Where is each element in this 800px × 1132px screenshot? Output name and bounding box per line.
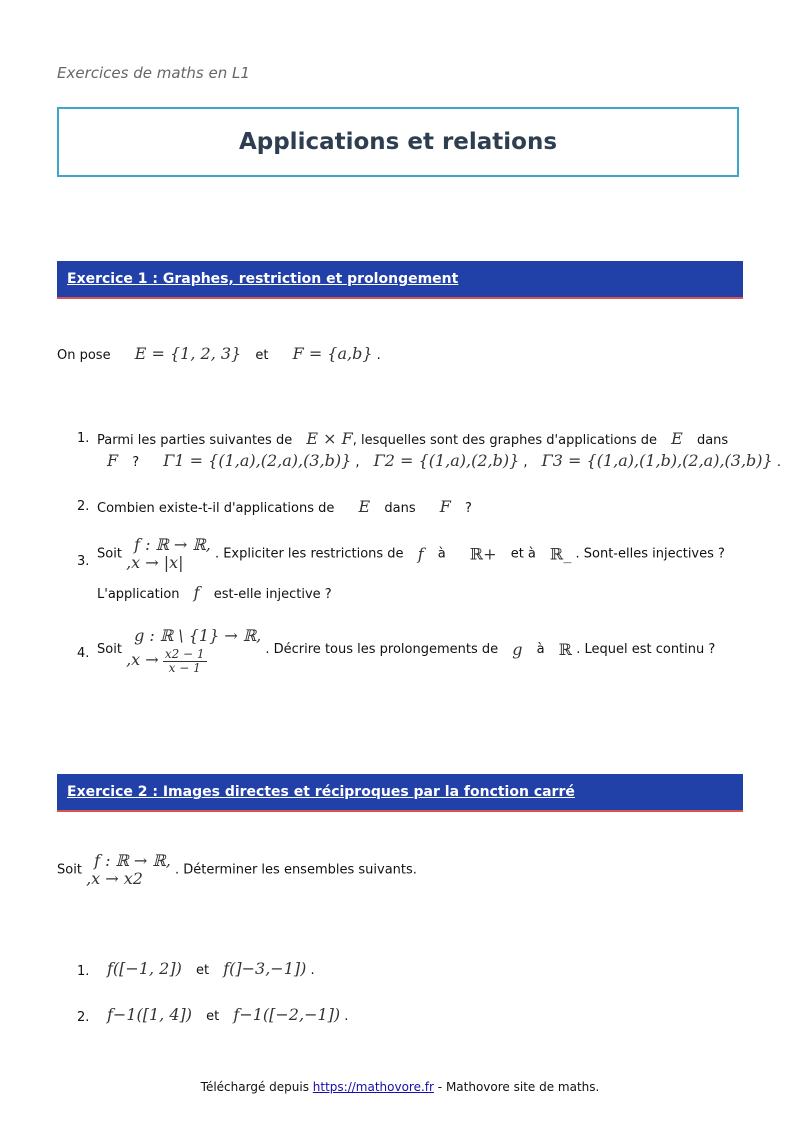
exercise-2-heading-bar — [57, 774, 743, 812]
def-line: ,x → — [126, 650, 159, 669]
math-expr: F — [439, 497, 451, 516]
fraction-denominator: x − 1 — [168, 661, 201, 675]
exercise-2-intro — [57, 852, 417, 888]
text: L'application — [97, 587, 180, 602]
gamma-1: Γ1 = {(1,a),(2,a),(3,b)} — [163, 451, 352, 470]
text: et à — [510, 546, 536, 562]
text: et — [206, 1009, 220, 1024]
exercise-1-item-3-line-1 — [97, 536, 725, 572]
function-definition — [86, 852, 171, 888]
text: Combien existe-t-il d'applications de — [97, 501, 335, 516]
text: Soit — [97, 546, 122, 562]
text: . — [310, 963, 315, 978]
item-number: 1. — [77, 431, 90, 446]
text: . Sont-elles injectives ? — [575, 546, 725, 562]
page-title: Applications et relations — [238, 129, 558, 155]
text: , lesquelles sont des graphes d'applications de — [352, 433, 657, 448]
page-header: Exercices de maths en L1 — [57, 64, 250, 82]
item-number: 4. — [77, 646, 90, 661]
exercise-1-item-3-line-2 — [97, 583, 332, 602]
text: Soit — [57, 862, 82, 878]
text: à — [437, 546, 446, 562]
math-expr: ℝ_ — [550, 544, 572, 564]
exercise-2-heading: Exercice 2 : Images directes et réciproques par la fonction carré — [67, 784, 575, 800]
exercise-1-intro: On pose E = {1, 2, 3} et F = {a,b} . — [57, 344, 381, 363]
exercise-1-item-4 — [97, 624, 715, 675]
intro-and: et — [255, 348, 269, 363]
math-expr: F — [107, 451, 119, 470]
exercise-1-heading: Exercice 1 : Graphes, restriction et prolongement — [67, 271, 459, 287]
text: . Lequel est continu ? — [576, 642, 716, 657]
math-expr: f([−1, 2]) — [107, 959, 182, 978]
math-expr: f(]−3,−1]) — [223, 959, 307, 978]
item-number: 2. — [77, 1010, 90, 1025]
math-expr: f — [193, 583, 200, 602]
def-line: f : ℝ → ℝ, — [94, 851, 171, 870]
math-expr: f−1([−2,−1]) — [233, 1005, 341, 1024]
text: ? — [465, 501, 472, 516]
math-expr: E — [671, 429, 683, 448]
def-line: ,x → |x| — [126, 553, 184, 572]
math-expr: g — [512, 640, 523, 659]
page-footer — [0, 1080, 800, 1094]
def-line: f : ℝ → ℝ, — [134, 535, 211, 554]
text: . Déterminer les ensembles suivants. — [174, 862, 417, 878]
math-expr: f — [417, 544, 424, 564]
function-definition — [126, 624, 261, 675]
intro-prefix: On pose — [57, 348, 111, 363]
exercise-1-heading-bar — [57, 261, 743, 299]
text: dans — [696, 433, 729, 448]
text: ? — [132, 455, 140, 470]
item-number: 2. — [77, 499, 90, 514]
footer-link[interactable]: https://mathovore.fr — [312, 1080, 434, 1094]
item-number: 1. — [77, 964, 90, 979]
text: Soit — [97, 642, 122, 657]
def-line: ,x → x2 — [86, 869, 143, 888]
function-definition — [126, 536, 211, 572]
exercise-1-item-1-line-1 — [97, 429, 728, 448]
math-expr: ℝ — [558, 640, 573, 659]
exercise-1-item-2 — [97, 497, 472, 516]
gamma-3: Γ3 = {(1,a),(1,b),(2,a),(3,b)} — [541, 451, 773, 470]
fraction-numerator: x2 − 1 — [164, 647, 205, 661]
text: dans — [384, 501, 416, 516]
text: . Expliciter les restrictions de — [214, 546, 404, 562]
item-number: 3. — [77, 554, 90, 569]
math-expr: E — [358, 497, 371, 516]
exercise-1-item-1-line-2: F ? Γ1 = {(1,a),(2,a),(3,b)} , Γ2 = {(1,a),(2,b)} , Γ3 = {(1,a),(1,b),(2,a),(3,b)} . — [107, 451, 781, 470]
math-expr: f−1([1, 4]) — [107, 1005, 193, 1024]
set-f: F = {a,b} — [292, 344, 373, 363]
set-e: E = {1, 2, 3} — [134, 344, 242, 363]
math-expr: E × F — [306, 429, 353, 448]
text: est-elle injective ? — [213, 587, 332, 602]
text: . Décrire tous les prolongements de — [265, 642, 499, 657]
text: à — [536, 642, 545, 657]
fraction — [163, 648, 207, 675]
exercise-2-item-1 — [107, 959, 315, 978]
text: . — [344, 1009, 349, 1024]
def-line: g : ℝ \ {1} → ℝ, — [134, 626, 262, 645]
math-expr: ℝ+ — [469, 544, 497, 564]
footer-prefix: Téléchargé depuis — [200, 1080, 309, 1094]
title-box — [57, 107, 739, 177]
text: et — [195, 963, 210, 978]
footer-suffix: - Mathovore site de maths. — [437, 1080, 600, 1094]
gamma-2: Γ2 = {(1,a),(2,b)} — [373, 451, 520, 470]
exercise-2-item-2 — [107, 1005, 348, 1024]
text: Parmi les parties suivantes de — [97, 433, 293, 448]
